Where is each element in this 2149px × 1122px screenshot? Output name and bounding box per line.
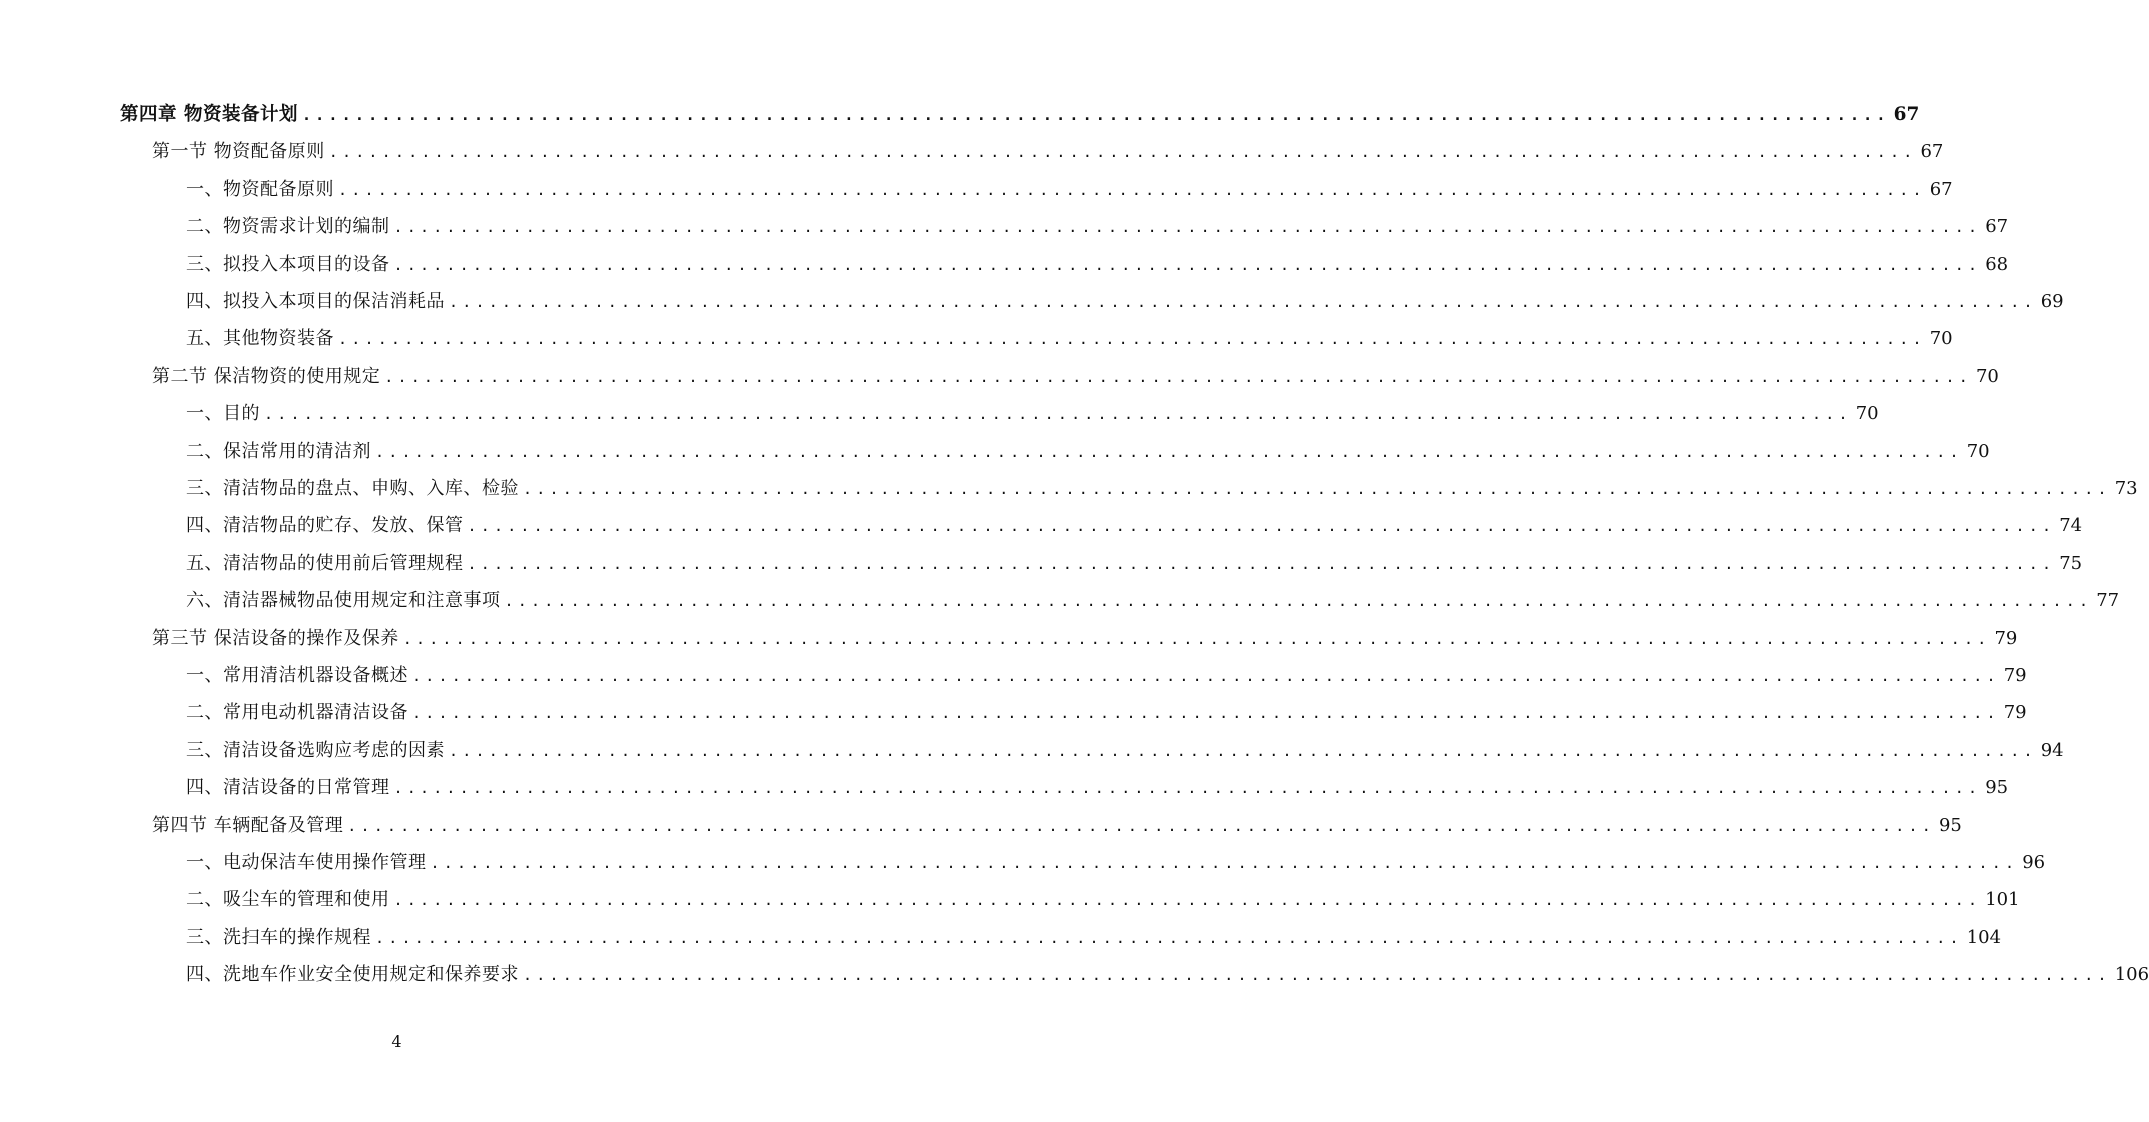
toc-entry-title: 第四节 车辆配备及管理 xyxy=(152,814,344,836)
toc-entry-title: 四、拟投入本项目的保洁消耗品 xyxy=(186,291,445,312)
toc-section-entry[interactable] xyxy=(152,362,1999,392)
toc-dot-leader: ........................................................................................................................ xyxy=(338,330,1926,349)
toc-subsection-entry[interactable] xyxy=(186,437,1990,467)
toc-section-entry[interactable] xyxy=(152,137,1944,167)
toc-subsection-entry[interactable] xyxy=(186,661,2027,691)
toc-subsection-entry[interactable] xyxy=(186,885,2020,915)
toc-entry-page: 104 xyxy=(1966,926,2002,948)
toc-subsection-entry[interactable] xyxy=(186,474,2138,504)
toc-dot-leader: ........................................................................................................................ xyxy=(347,816,1935,835)
toc-subsection-entry[interactable] xyxy=(186,736,2064,766)
toc-entry-title: 第二节 保洁物资的使用规定 xyxy=(152,365,381,387)
toc-dot-leader: ........................................................................................................................ xyxy=(504,592,2093,611)
toc-subsection-entry[interactable] xyxy=(186,923,2002,953)
toc-subsection-entry[interactable] xyxy=(186,549,2083,579)
toc-subsection-entry[interactable] xyxy=(186,698,2027,728)
toc-dot-leader: ........................................................................................................................ xyxy=(393,779,1982,798)
toc-entry-page: 96 xyxy=(2022,852,2046,873)
toc-entry-title: 四、洗地车作业安全使用规定和保养要求 xyxy=(186,964,519,986)
toc-subsection-entry[interactable] xyxy=(186,773,2009,803)
toc-dot-leader: ........................................................................................................................ xyxy=(467,554,2056,573)
toc-entry-page: 77 xyxy=(2096,590,2120,612)
toc-dot-leader: ........................................................................................................................ xyxy=(412,667,2000,685)
toc-entry-title: 第四章 物资装备计划 xyxy=(120,104,298,125)
toc-entry-page: 79 xyxy=(2003,665,2027,686)
toc-entry-title: 一、常用清洁机器设备概述 xyxy=(186,665,408,686)
toc-entry-title: 五、其他物资装备 xyxy=(186,328,334,350)
toc-chapter-entry[interactable] xyxy=(120,100,1920,130)
toc-entry-title: 六、清洁器械物品使用规定和注意事项 xyxy=(186,590,501,612)
toc-subsection-entry[interactable] xyxy=(186,175,1953,205)
toc-dot-leader: ........................................................................................................................ xyxy=(393,218,1982,237)
toc-subsection-entry[interactable] xyxy=(186,287,2064,317)
toc-entry-page: 74 xyxy=(2059,515,2083,537)
toc-subsection-entry[interactable] xyxy=(186,586,2120,616)
toc-entry-page: 70 xyxy=(1855,403,1879,425)
toc-dot-leader: ........................................................................................................................ xyxy=(338,180,1926,199)
toc-entry-title: 三、拟投入本项目的设备 xyxy=(186,253,390,275)
toc-dot-leader: ........................................................................................................................ xyxy=(467,517,2056,536)
toc-dot-leader: ........................................................................................................................ xyxy=(402,629,1991,648)
toc-entry-title: 第一节 物资配备原则 xyxy=(152,141,325,163)
toc-entry-page: 69 xyxy=(2040,291,2064,312)
toc-entry-title: 一、电动保洁车使用操作管理 xyxy=(186,852,427,873)
toc-entry-title: 三、清洁设备选购应考虑的因素 xyxy=(186,739,445,761)
toc-dot-leader: ........................................................................................................................ xyxy=(393,255,1982,274)
toc-entry-page: 70 xyxy=(1929,328,1953,350)
toc-dot-leader: ........................................................................................................................ xyxy=(523,966,2111,985)
toc-entry-title: 一、物资配备原则 xyxy=(186,178,334,200)
toc-entry-title: 三、清洁物品的盘点、申购、入库、检验 xyxy=(186,478,519,499)
toc-dot-leader: ........................................................................................................................ xyxy=(375,928,1963,947)
toc-entry-page: 68 xyxy=(1985,253,2009,275)
toc-entry-page: 67 xyxy=(1929,178,1953,200)
toc-entry-title: 第三节 保洁设备的操作及保养 xyxy=(152,627,399,649)
toc-subsection-entry[interactable] xyxy=(186,960,2149,990)
toc-entry-title: 四、清洁设备的日常管理 xyxy=(186,777,390,799)
toc-entry-title: 一、目的 xyxy=(186,403,260,425)
toc-dot-leader: ........................................................................................................................ xyxy=(384,367,1972,386)
toc-subsection-entry[interactable] xyxy=(186,399,1879,429)
toc-entry-page: 67 xyxy=(1920,141,1944,163)
toc-subsection-entry[interactable] xyxy=(186,212,2009,242)
toc-entry-page: 79 xyxy=(2003,702,2027,724)
toc-dot-leader: ........................................................................................................................ xyxy=(301,106,1890,124)
toc-entry-page: 70 xyxy=(1966,440,1990,462)
toc-subsection-entry[interactable] xyxy=(186,511,2083,541)
toc-dot-leader: ........................................................................................................................ xyxy=(412,704,2000,723)
toc-dot-leader: ........................................................................................................................ xyxy=(449,293,2037,311)
toc-entry-title: 五、清洁物品的使用前后管理规程 xyxy=(186,552,464,574)
toc-dot-leader: ........................................................................................................................ xyxy=(393,891,1982,910)
toc-dot-leader: ........................................................................................................................ xyxy=(449,741,2037,760)
toc-entry-page: 95 xyxy=(1938,814,1962,836)
toc-dot-leader: ........................................................................................................................ xyxy=(375,442,1963,461)
toc-section-entry[interactable] xyxy=(152,811,1962,841)
toc-entry-page: 106 xyxy=(2114,964,2149,986)
toc-section-entry[interactable] xyxy=(152,624,2018,654)
toc-entry-page: 67 xyxy=(1893,104,1920,125)
toc-subsection-entry[interactable] xyxy=(186,848,2046,878)
toc-subsection-entry[interactable] xyxy=(186,250,2009,280)
toc-entry-page: 95 xyxy=(1985,777,2009,799)
toc-entry-page: 94 xyxy=(2040,739,2064,761)
toc-entry-page: 75 xyxy=(2059,552,2083,574)
toc-entry-page: 79 xyxy=(1994,627,2018,649)
toc-entry-title: 二、常用电动机器清洁设备 xyxy=(186,702,408,724)
toc-entry-page: 67 xyxy=(1985,216,2009,238)
toc-dot-leader: ........................................................................................................................ xyxy=(430,854,2019,872)
toc-dot-leader: ........................................................................................................................ xyxy=(328,143,1917,162)
toc-dot-leader: ........................................................................................................................ xyxy=(523,480,2111,498)
toc-entry-title: 二、物资需求计划的编制 xyxy=(186,216,390,238)
toc-entry-title: 四、清洁物品的贮存、发放、保管 xyxy=(186,515,464,537)
toc-dot-leader: ........................................................................................................................ xyxy=(264,405,1852,424)
page-number: 4 xyxy=(391,1032,402,1051)
toc-subsection-entry[interactable] xyxy=(186,324,1953,354)
toc-entry-title: 三、洗扫车的操作规程 xyxy=(186,926,371,948)
toc-entry-title: 二、吸尘车的管理和使用 xyxy=(186,889,390,911)
toc-entry-page: 70 xyxy=(1975,365,1999,387)
toc-entry-page: 73 xyxy=(2114,478,2138,499)
toc-entry-title: 二、保洁常用的清洁剂 xyxy=(186,440,371,462)
toc-entry-page: 101 xyxy=(1985,889,2020,911)
